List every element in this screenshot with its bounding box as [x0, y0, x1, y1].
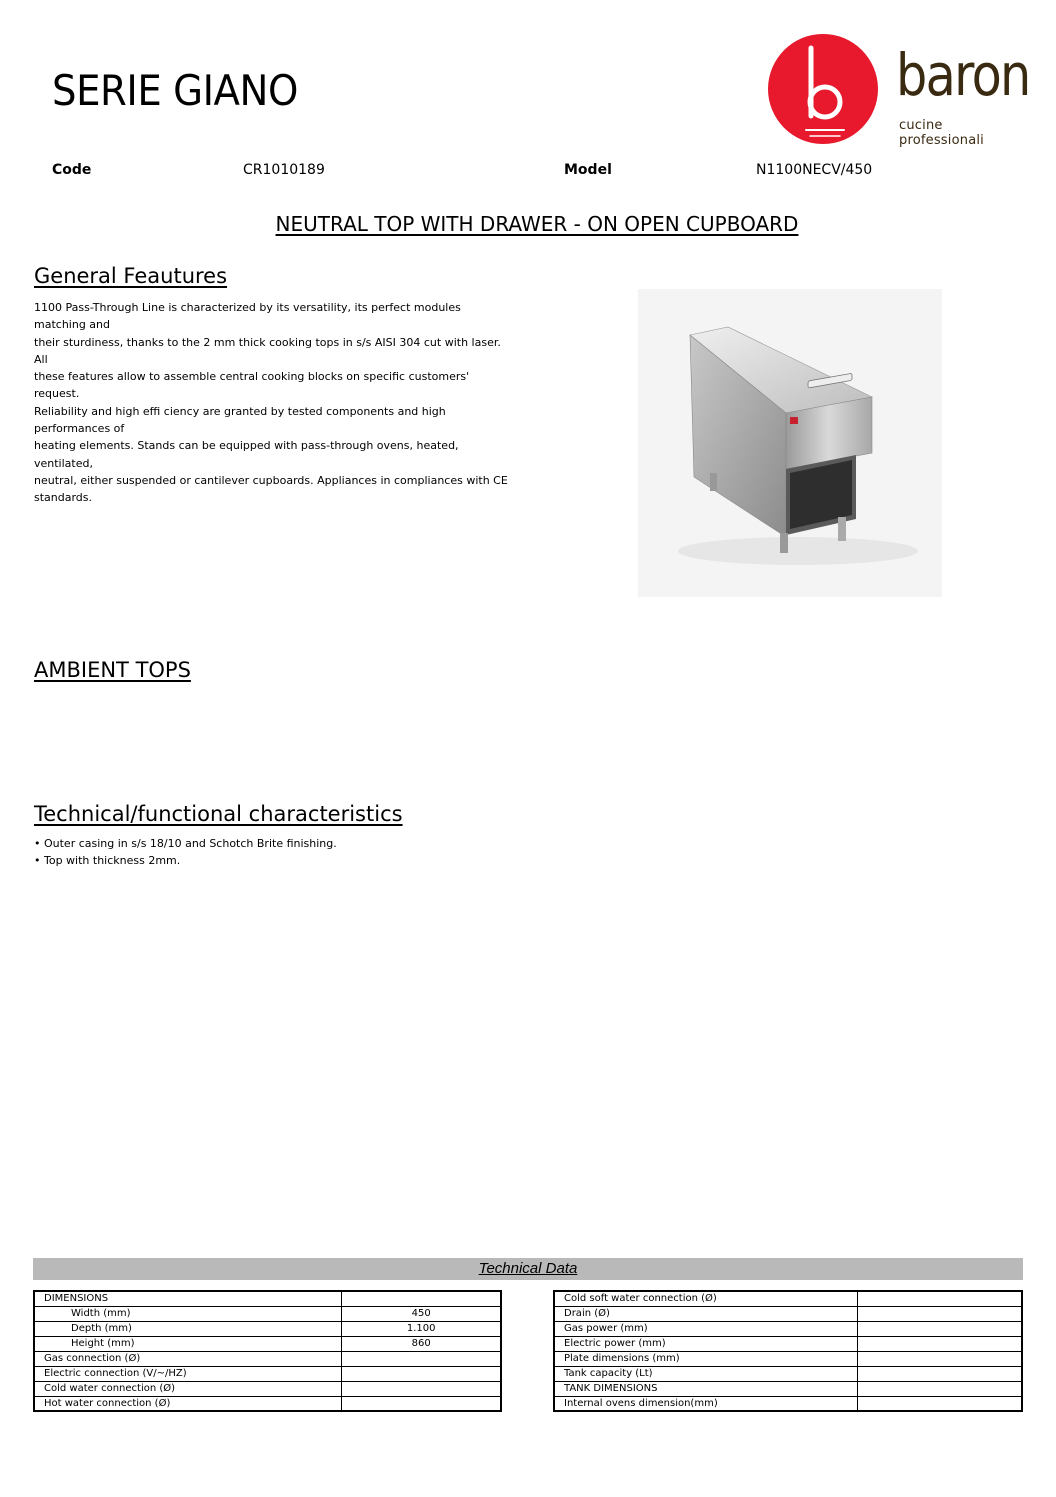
spec-value: [857, 1381, 1022, 1396]
table-row: [554, 1291, 1022, 1306]
technical-bullets: [34, 835, 337, 870]
logo-tagline: cucine professionali: [899, 118, 984, 148]
spec-label: Cold soft water connection (Ø): [554, 1291, 857, 1306]
model-label: Model: [564, 162, 612, 178]
spec-value: [342, 1291, 501, 1306]
spec-value: [342, 1381, 501, 1396]
product-illustration: [638, 289, 942, 597]
table-row: [554, 1306, 1022, 1321]
spec-label: DIMENSIONS: [34, 1291, 342, 1306]
baron-logo: [768, 32, 1030, 148]
table-row: [34, 1291, 501, 1306]
spec-label: Electric connection (V/~/HZ): [34, 1366, 342, 1381]
logo-wordmark: baron: [896, 41, 1030, 109]
spec-value: 450: [342, 1306, 501, 1321]
table-row: [34, 1366, 501, 1381]
bullet-item: • Outer casing in s/s 18/10 and Schotch Brite finishing.: [34, 837, 337, 850]
category-heading: AMBIENT TOPS: [34, 658, 191, 682]
spec-value: [857, 1351, 1022, 1366]
model-value: N1100NECV/450: [756, 162, 873, 178]
text-line: Reliability and high effi ciency are granted by tested components and high performances of: [34, 404, 446, 436]
spec-label: Plate dimensions (mm): [554, 1351, 857, 1366]
spec-value: [857, 1366, 1022, 1381]
logo-b-icon: [768, 34, 878, 144]
code-value: CR1010189: [243, 162, 325, 178]
table-row: [554, 1366, 1022, 1381]
spec-label: Width (mm): [34, 1306, 342, 1321]
table-row: [34, 1381, 501, 1396]
table-row: [34, 1396, 501, 1411]
general-features-text: [34, 299, 514, 507]
spec-table-left: [33, 1290, 502, 1412]
spec-label: Tank capacity (Lt): [554, 1366, 857, 1381]
text-line: neutral, either suspended or cantilever cupboards. Appliances in compliances with CE: [34, 473, 508, 487]
spec-value: [857, 1291, 1022, 1306]
spec-label: Internal ovens dimension(mm): [554, 1396, 857, 1411]
spec-label: Electric power (mm): [554, 1336, 857, 1351]
product-title: NEUTRAL TOP WITH DRAWER - ON OPEN CUPBOARD: [275, 212, 799, 236]
text-line: their sturdiness, thanks to the 2 mm thick cooking tops in s/s AISI 304 cut with laser. All: [34, 335, 501, 366]
table-row: [34, 1351, 501, 1366]
table-row: [34, 1321, 501, 1336]
spec-value: [342, 1351, 501, 1366]
spec-label: TANK DIMENSIONS: [554, 1381, 857, 1396]
text-line: these features allow to assemble central cooking blocks on specific customers' request.: [34, 370, 470, 401]
spec-value: 860: [342, 1336, 501, 1351]
spec-value: [857, 1306, 1022, 1321]
table-row: [554, 1336, 1022, 1351]
table-row: [554, 1351, 1022, 1366]
code-label: Code: [52, 162, 92, 178]
spec-table-right: [553, 1290, 1023, 1412]
technical-heading: Technical/functional characteristics: [34, 802, 403, 826]
spec-label: Height (mm): [34, 1336, 342, 1351]
spec-value: [857, 1396, 1022, 1411]
product-image: [638, 289, 942, 597]
table-row: [554, 1396, 1022, 1411]
spec-label: Cold water connection (Ø): [34, 1381, 342, 1396]
bullet-item: • Top with thickness 2mm.: [34, 854, 181, 868]
spec-value: [342, 1396, 501, 1411]
spec-value: [857, 1336, 1022, 1351]
spec-label: Drain (Ø): [554, 1306, 857, 1321]
spec-label: Gas power (mm): [554, 1321, 857, 1336]
technical-data-title: Technical Data: [478, 1260, 578, 1277]
table-row: [34, 1306, 501, 1321]
general-features-heading: General Feautures: [34, 264, 228, 288]
text-line: standards.: [34, 491, 93, 505]
spec-label: Gas connection (Ø): [34, 1351, 342, 1366]
spec-value: [857, 1321, 1022, 1336]
spec-label: Depth (mm): [34, 1321, 342, 1336]
text-line: 1100 Pass-Through Line is characterized by its versatility, its perfect modules matching and: [34, 301, 461, 332]
technical-data-bar: [33, 1258, 1023, 1280]
spec-value: [342, 1366, 501, 1381]
table-row: [34, 1336, 501, 1351]
series-title: SERIE GIANO: [52, 66, 298, 115]
spec-value: 1.100: [342, 1321, 501, 1336]
spec-label: Hot water connection (Ø): [34, 1396, 342, 1411]
text-line: heating elements. Stands can be equipped with pass-through ovens, heated, ventilated,: [34, 439, 459, 470]
table-row: [554, 1381, 1022, 1396]
table-row: [554, 1321, 1022, 1336]
